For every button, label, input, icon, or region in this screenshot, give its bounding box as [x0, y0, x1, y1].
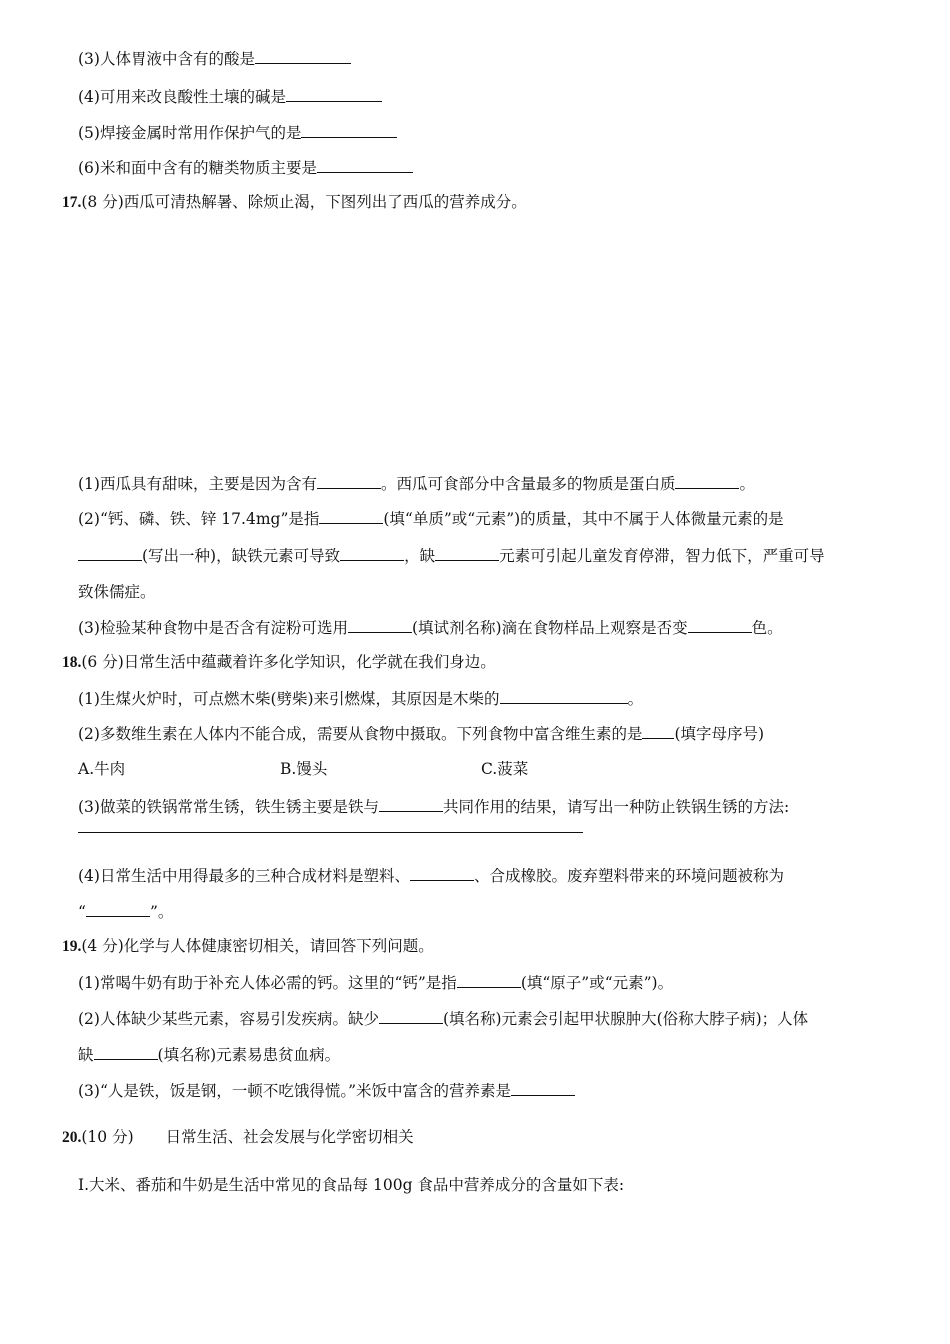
answer-blank[interactable] [500, 688, 628, 704]
answer-blank[interactable] [511, 1080, 575, 1096]
answer-blank[interactable] [457, 972, 521, 988]
q18-part-4: (4)日常生活中用得最多的三种合成材料是塑料、 、合成橡胶。废弃塑料带来的环境问题被称为 [78, 867, 784, 885]
answer-blank[interactable] [642, 723, 674, 739]
q18-part-3: (3)做菜的铁锅常常生锈，铁生锈主要是铁与 共同作用的结果，请写出一种防止铁锅生锈的方法: [78, 798, 790, 816]
answer-blank[interactable] [688, 617, 752, 633]
q17-part-2: (2)“钙、磷、铁、锌 17.4mg”是指 (填“单质”或“元素”)的质量，其中不属于人体微量元素的是 [78, 510, 784, 528]
q19-part-2-cont: 缺 (填名称)元素易患贫血病。 [78, 1046, 341, 1064]
answer-blank[interactable] [286, 86, 382, 102]
answer-blank[interactable] [435, 545, 499, 561]
q19-stem: 19.(4 分)化学与人体健康密切相关，请回答下列问题。 [62, 937, 434, 955]
q18-stem: 18.(6 分)日常生活中蕴藏着许多化学知识，化学就在我们身边。 [62, 653, 496, 671]
q18-options [78, 759, 678, 779]
q16-item-5: (5)焊接金属时常用作保护气的是 [78, 122, 397, 143]
q17-part-1: (1)西瓜具有甜味，主要是因为含有 。西瓜可食部分中含量最多的物质是蛋白质 。 [78, 475, 755, 493]
answer-blank[interactable] [86, 901, 150, 917]
answer-blank[interactable] [78, 545, 142, 561]
answer-blank[interactable] [317, 473, 381, 489]
question-number: 18. [62, 654, 82, 671]
answer-line[interactable] [78, 832, 583, 833]
question-number: 19. [62, 938, 82, 955]
answer-blank[interactable] [348, 617, 412, 633]
q19-part-3: (3)“人是铁，饭是钢，一顿不吃饿得慌。”米饭中富含的营养素是 [78, 1080, 575, 1101]
answer-blank[interactable] [319, 508, 383, 524]
answer-blank[interactable] [340, 545, 404, 561]
option-b[interactable]: B.馒头 [280, 760, 328, 778]
q20-part-1: I.大米、番茄和牛奶是生活中常见的食品每 100g 食品中营养成分的含量如下表: [78, 1176, 625, 1194]
q18-part-2: (2)多数维生素在人体内不能合成，需要从食物中摄取。下列食物中富含维生素的是 (填字母序号) [78, 725, 765, 743]
answer-blank[interactable] [410, 865, 474, 881]
q16-item-4: (4)可用来改良酸性土壤的碱是 [78, 86, 382, 107]
answer-blank[interactable] [301, 122, 397, 138]
question-number: 20. [62, 1129, 82, 1146]
q18-part-4-cont: “ ”。 [78, 903, 174, 921]
answer-blank[interactable] [94, 1044, 158, 1060]
q16-item-6: (6)米和面中含有的糖类物质主要是 [78, 157, 413, 178]
q17-part-2-cont: (写出一种)，缺铁元素可导致 ，缺 元素可引起儿童发育停滞，智力低下，严重可导 [78, 545, 825, 566]
q20-stem: 20.(10 分) 日常生活、社会发展与化学密切相关 [62, 1128, 414, 1146]
q17-stem: 17.(8 分)西瓜可清热解暑、除烦止渴，下图列出了西瓜的营养成分。 [62, 193, 527, 211]
question-number: 17. [62, 194, 82, 211]
answer-blank[interactable] [317, 157, 413, 173]
answer-blank[interactable] [255, 48, 351, 64]
answer-blank[interactable] [675, 473, 739, 489]
option-a[interactable]: A.牛肉 [78, 760, 126, 778]
q19-part-1: (1)常喝牛奶有助于补充人体必需的钙。这里的“钙”是指 (填“原子”或“元素”)。 [78, 974, 674, 992]
q18-part-1: (1)生煤火炉时，可点燃木柴(劈柴)来引燃煤，其原因是木柴的 。 [78, 690, 644, 708]
answer-blank[interactable] [379, 796, 443, 812]
q17-part-3: (3)检验某种食物中是否含有淀粉可选用 (填试剂名称)滴在食物样品上观察是否变 色。 [78, 619, 783, 637]
q16-item-3: (3)人体胃液中含有的酸是 [78, 48, 351, 69]
q19-part-2: (2)人体缺少某些元素，容易引发疾病。缺少 (填名称)元素会引起甲状腺肿大(俗称大脖子病)；人体 [78, 1010, 809, 1028]
answer-blank[interactable] [379, 1008, 443, 1024]
q17-part-2-end: 致侏儒症。 [78, 583, 156, 601]
option-c[interactable]: C.菠菜 [481, 760, 529, 778]
